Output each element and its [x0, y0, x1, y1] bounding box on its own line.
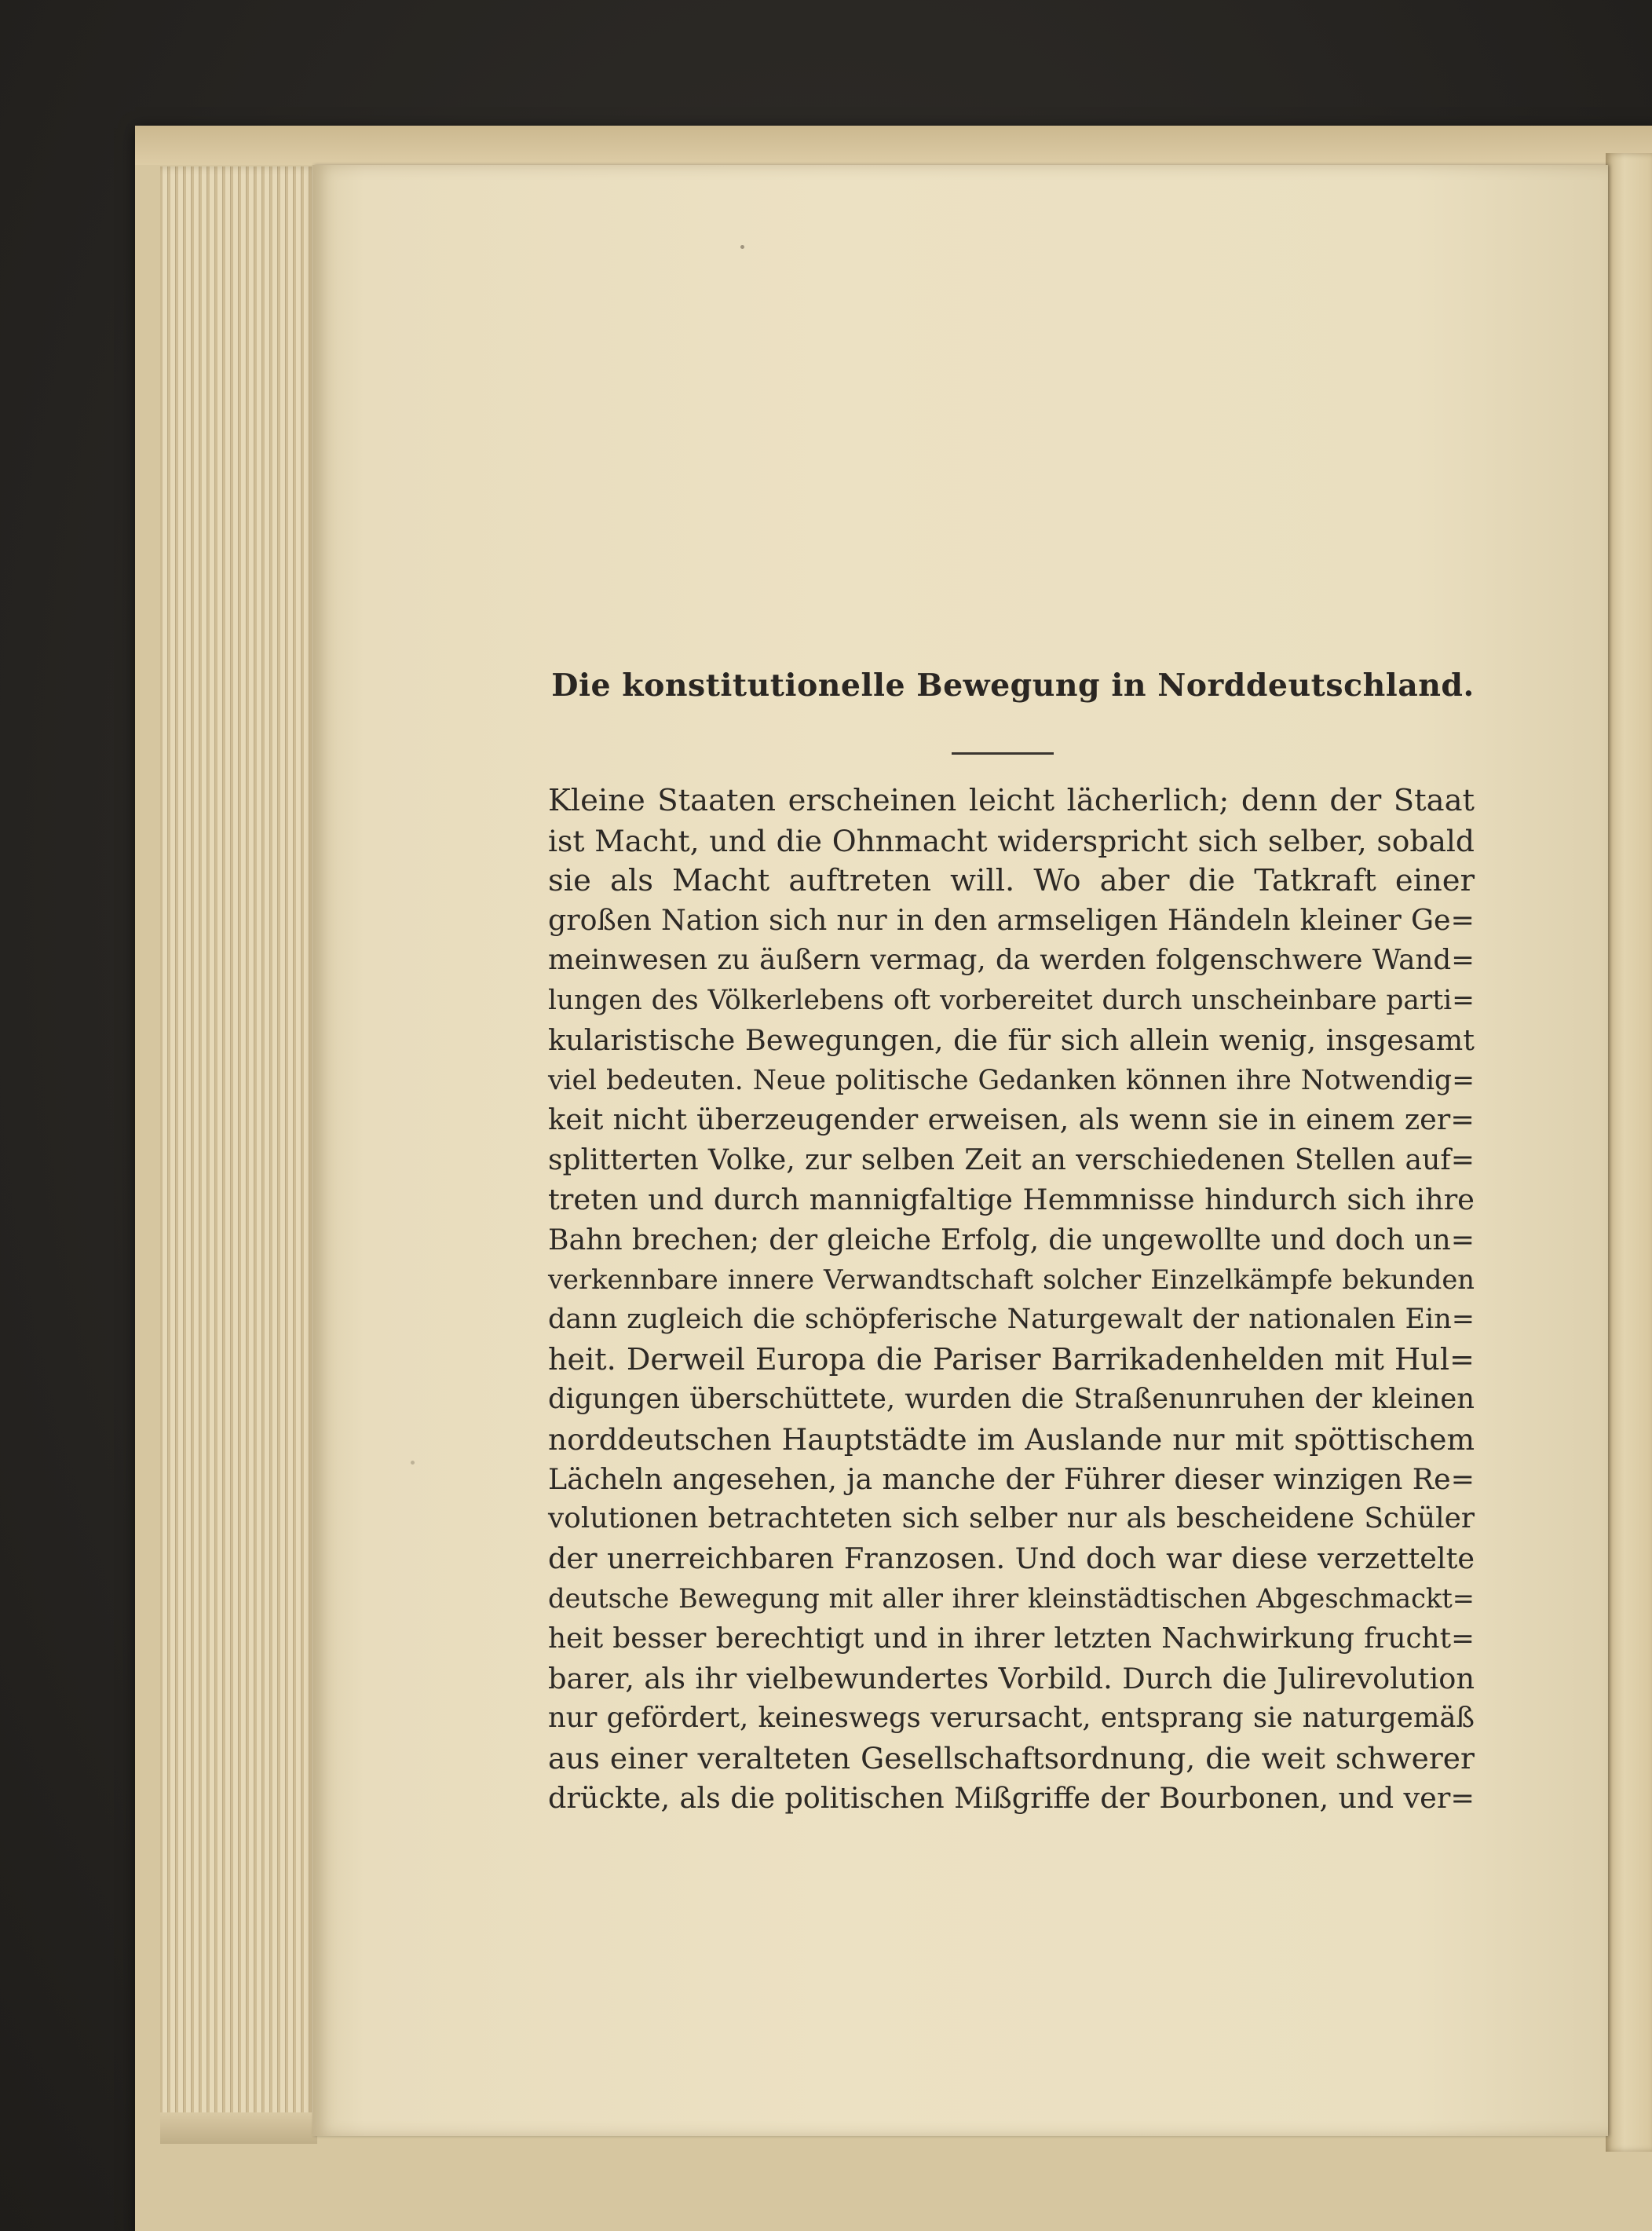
text-line: heit. Derweil Europa die Pariser Barrikadenhelden mit Hul= — [548, 1342, 1475, 1377]
text-line: viel bedeuten. Neue politische Gedanken können ihre Notwendig= — [548, 1064, 1475, 1096]
page-stack-bottom — [160, 2112, 317, 2144]
text-line: volutionen betrachteten sich selber nur als bescheidene Schüler — [548, 1502, 1475, 1535]
text-line: drückte, als die politischen Mißgriffe der Bourbonen, und ver= — [548, 1780, 1475, 1815]
text-line: dann zugleich die schöpferische Naturgewalt der nationalen Ein= — [548, 1304, 1475, 1336]
text-line: ist Macht, und die Ohnmacht widerspricht sich selber, sobald — [548, 823, 1475, 858]
next-page-edge — [1606, 153, 1652, 2152]
page-stack-edge — [160, 166, 317, 2122]
text-line: meinwesen zu äußern vermag, da werden folgenschwere Wand= — [548, 944, 1475, 977]
text-line: lungen des Völkerlebens oft vorbereitet durch unscheinbare parti= — [548, 984, 1475, 1016]
text-line: norddeutschen Hauptstädte im Auslande nur mit spöttischem — [548, 1421, 1475, 1457]
text-line: barer, als ihr vielbewundertes Vorbild. Durch die Julirevolution — [548, 1661, 1475, 1695]
text-line: splitterten Volke, zur selben Zeit an verschiedenen Stellen auf= — [548, 1143, 1475, 1177]
text-line: kularistische Bewegungen, die für sich allein wenig, insgesamt — [548, 1022, 1475, 1057]
text-line: sie als Macht auftreten will. Wo aber die Tatkraft einer — [548, 862, 1475, 898]
paper-speck — [740, 245, 744, 249]
text-line: Lächeln angesehen, ja manche der Führer dieser winzigen Re= — [548, 1461, 1475, 1496]
text-line: nur gefördert, keineswegs verursacht, entsprang sie naturgemäß — [548, 1702, 1475, 1735]
text-line: digungen überschüttete, wurden die Straßenunruhen der kleinen — [548, 1382, 1475, 1415]
body-text — [548, 781, 1475, 1819]
paper-speck — [411, 1461, 415, 1465]
text-line: heit besser berechtigt und in ihrer letzten Nachwirkung frucht= — [548, 1622, 1475, 1655]
text-line: treten und durch mannigfaltige Hemmnisse hindurch sich ihre — [548, 1182, 1475, 1216]
text-line: aus einer veralteten Gesellschaftsordnung, die weit schwerer — [548, 1741, 1475, 1776]
text-line: großen Nation sich nur in den armseligen Händeln kleiner Ge= — [548, 903, 1475, 938]
text-line: keit nicht überzeugender erweisen, als wenn sie in einem zer= — [548, 1103, 1475, 1137]
text-line: Kleine Staaten erscheinen leicht lächerlich; denn der Staat — [548, 783, 1475, 818]
text-line: Bahn brechen; der gleiche Erfolg, die ungewollte und doch un= — [548, 1222, 1475, 1256]
text-line: deutsche Bewegung mit aller ihrer kleinstädtischen Abgeschmackt= — [548, 1582, 1475, 1614]
book-top-edge — [135, 126, 1652, 165]
text-line: verkennbare innere Verwandtschaft solcher Einzelkämpfe bekunden — [548, 1264, 1475, 1295]
text-line: der unerreichbaren Franzosen. Und doch war diese verzettelte — [548, 1542, 1475, 1576]
chapter-heading: Die konstitutionelle Bewegung in Norddeutschland. — [551, 667, 1475, 704]
heading-rule — [952, 752, 1054, 755]
